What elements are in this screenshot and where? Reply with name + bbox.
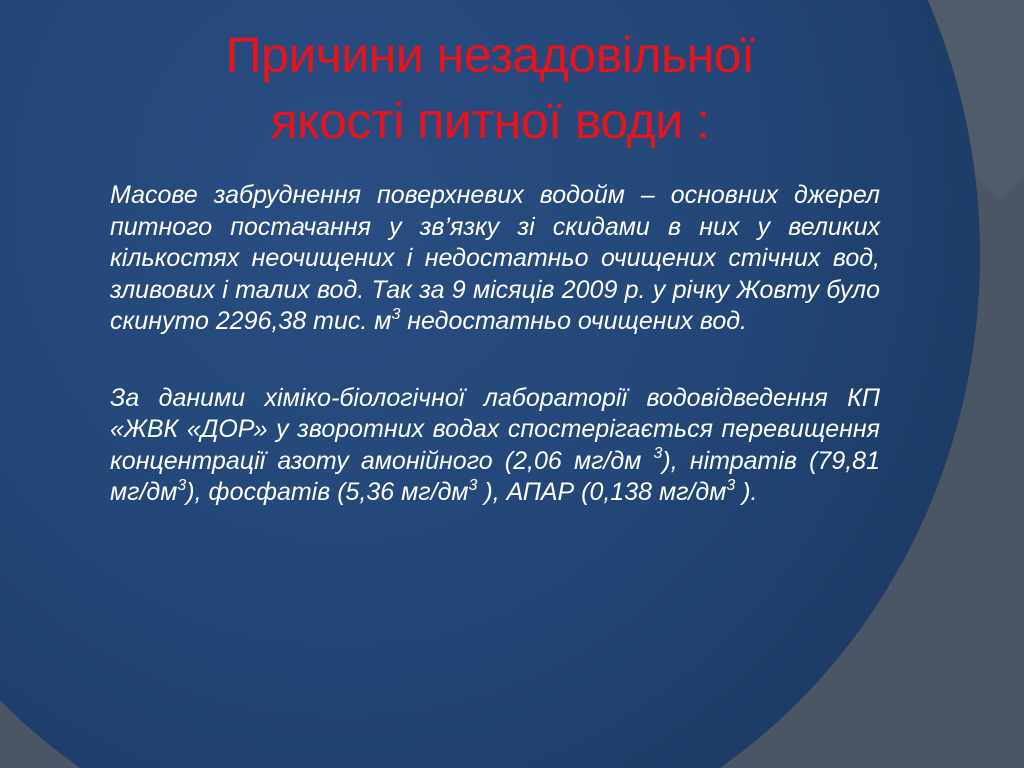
slide-title bbox=[70, 22, 910, 154]
paragraph-1-text-end: недостатньо очищених вод. bbox=[400, 307, 747, 335]
paragraph-2-text-apar: ), АПАР (0,138 мг/дм bbox=[477, 478, 727, 506]
superscript: 3 bbox=[653, 445, 663, 463]
paragraph-2-text-nitrates: ), нітратів (79,81 мг/дм bbox=[110, 446, 880, 506]
slide-title-line-2: якості питної води : bbox=[270, 93, 710, 149]
slide-body bbox=[110, 180, 880, 509]
paragraph-pollution bbox=[110, 180, 880, 338]
paragraph-lab-data bbox=[110, 383, 880, 509]
superscript: 3 bbox=[726, 476, 736, 494]
superscript: 3 bbox=[177, 476, 187, 494]
superscript: 3 bbox=[391, 305, 401, 323]
paragraph-2-text-end: ). bbox=[735, 478, 758, 506]
superscript: 3 bbox=[468, 476, 478, 494]
slide-title-line-1: Причини незадовільної bbox=[225, 27, 755, 83]
paragraph-2-text: За даними хіміко-біологічної лабораторії водовідведення КП «ЖВК «ДОР» у зворотних водах спостерігається перевищення концентрації азоту амонійного (2,06 мг/дм bbox=[110, 383, 880, 475]
paragraph-2-text-phosphates: ), фосфатів (5,36 мг/дм bbox=[186, 478, 469, 506]
paragraph-1-text: Масове забруднення поверхневих водойм – основних джерел питного постачання у зв’язку зі скидами в них у великих кількостях неочищених і недостатньо очищених стічних вод, зливових і талих вод. Так за 9 місяців 2009 р. у річку Жовту було скинуто 2296,38 тис. м bbox=[110, 181, 880, 335]
